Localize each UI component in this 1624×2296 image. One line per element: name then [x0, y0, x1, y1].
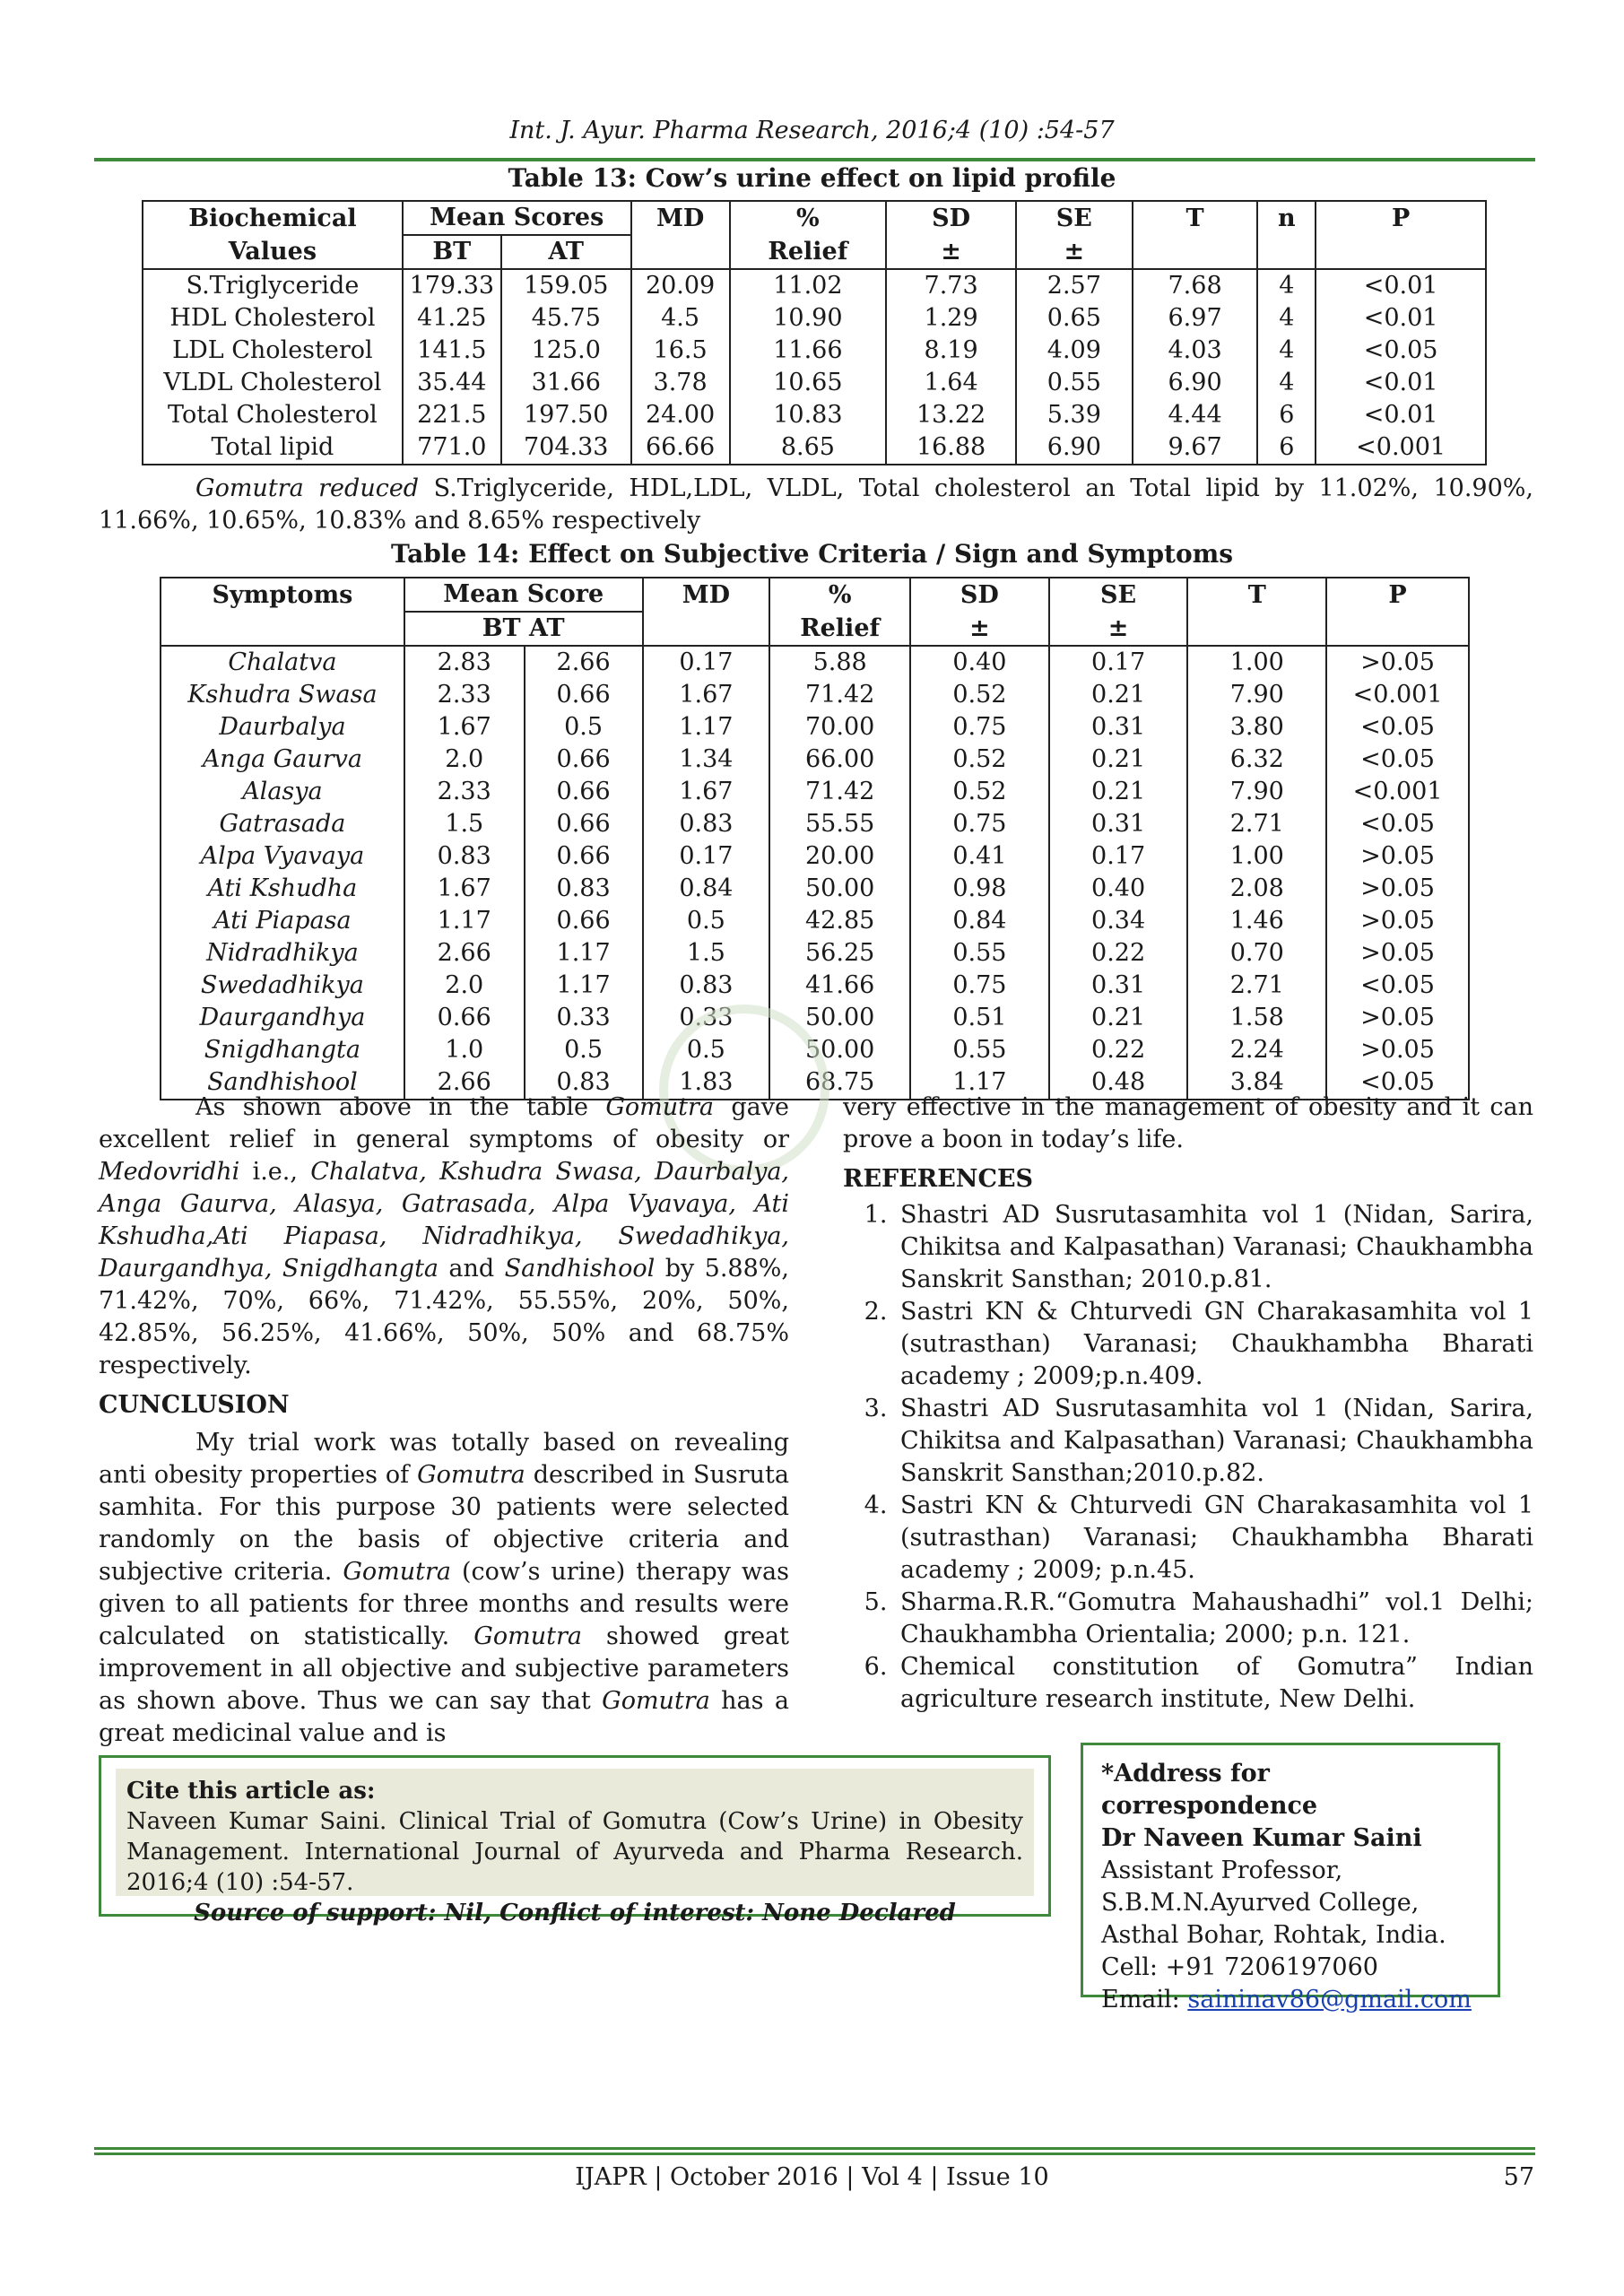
table-row — [143, 431, 1486, 465]
table-cell: 20.00 — [769, 840, 910, 873]
table-row — [143, 302, 1486, 335]
table-cell: 6.32 — [1187, 744, 1326, 776]
table-cell: 2.0 — [404, 744, 525, 776]
running-header: Int. J. Ayur. Pharma Research, 2016;4 (10) :54-57 — [509, 117, 1115, 144]
table-cell: <0.001 — [1316, 431, 1486, 465]
table-cell: 0.66 — [525, 808, 643, 840]
table-cell: 1.00 — [1187, 840, 1326, 873]
table-cell: 6.97 — [1133, 302, 1258, 335]
table-cell: 0.98 — [910, 873, 1049, 905]
summary-italic: Gomutra reduced — [195, 474, 420, 502]
col-values: Values — [143, 235, 403, 269]
table-cell: 0.31 — [1049, 808, 1188, 840]
table-cell: 6 — [1257, 399, 1316, 431]
table-row — [161, 873, 1469, 905]
table-cell: 1.58 — [1187, 1002, 1326, 1034]
table-cell: >0.05 — [1326, 840, 1469, 873]
table-row — [161, 1002, 1469, 1034]
address-heading: *Address for correspondence — [1101, 1760, 1318, 1820]
col-mean-score: Mean Score — [404, 578, 643, 612]
table-cell: 71.42 — [769, 776, 910, 808]
table-cell: 24.00 — [631, 399, 730, 431]
table-cell: 13.22 — [886, 399, 1016, 431]
term-gomutra: Gomutra — [605, 1093, 715, 1121]
text: gave excellent relief in general symptoms of obesity or — [99, 1093, 789, 1153]
table-cell: 0.83 — [525, 873, 643, 905]
text: i.e., — [239, 1158, 311, 1186]
term-sandhishool: Sandhishool — [504, 1255, 656, 1283]
term-gomutra: Gomutra — [602, 1687, 710, 1715]
table-cell: <0.05 — [1326, 744, 1469, 776]
col-p: P — [1326, 578, 1469, 612]
email-label: Email: — [1101, 1986, 1188, 2013]
table-cell: >0.05 — [1326, 646, 1469, 679]
table-cell: 0.55 — [910, 937, 1049, 970]
table-cell: 0.21 — [1049, 1002, 1188, 1034]
col-relief: Relief — [730, 235, 887, 269]
row-label: LDL Cholesterol — [143, 335, 403, 367]
row-label: Anga Gaurva — [161, 744, 404, 776]
table-cell: 0.17 — [1049, 646, 1188, 679]
table-cell: 0.21 — [1049, 744, 1188, 776]
table-cell: 11.02 — [730, 269, 887, 302]
right-column — [843, 1091, 1533, 1716]
table-cell: 4 — [1257, 302, 1316, 335]
table-cell: 55.55 — [769, 808, 910, 840]
table-cell: <0.01 — [1316, 269, 1486, 302]
table-cell: 0.33 — [525, 1002, 643, 1034]
table13 — [142, 200, 1487, 465]
table-cell: 0.66 — [525, 744, 643, 776]
text: by 5.88%, 71.42%, 70%, 66%, 71.42%, 55.55%, 20%, 50%, 42.85%, 56.25%, 41.66%, 50%, 50% and 68.75% respectively. — [99, 1255, 790, 1379]
row-label: Swedadhikya — [161, 970, 404, 1002]
table-cell: 7.90 — [1187, 776, 1326, 808]
table-row — [143, 367, 1486, 399]
table-cell: 0.83 — [525, 1066, 643, 1100]
table-cell: 0.66 — [525, 840, 643, 873]
row-label: Nidradhikya — [161, 937, 404, 970]
table-cell: 5.39 — [1016, 399, 1133, 431]
table-cell: 1.67 — [404, 873, 525, 905]
col-t-blank — [1187, 612, 1326, 646]
term-gomutra: Gomutra — [473, 1622, 582, 1650]
col-symptoms: Symptoms — [161, 578, 404, 612]
text: (cow’s urine) therapy was given to all patients for three months and results were calculated on statistically. — [99, 1558, 789, 1650]
table-cell: 5.88 — [769, 646, 910, 679]
table-cell: 1.17 — [404, 905, 525, 937]
table-row — [143, 335, 1486, 367]
table-cell: 2.66 — [525, 646, 643, 679]
row-label: HDL Cholesterol — [143, 302, 403, 335]
table-cell: 0.21 — [1049, 679, 1188, 711]
table-cell: 4.09 — [1016, 335, 1133, 367]
table-row — [161, 808, 1469, 840]
table-cell: 1.17 — [525, 970, 643, 1002]
table13-summary — [99, 473, 1533, 537]
email-link[interactable]: saininav86@gmail.com — [1187, 1986, 1472, 2013]
table-cell: 0.22 — [1049, 937, 1188, 970]
col-t-blank — [1133, 235, 1258, 269]
table-cell: 0.5 — [525, 1034, 643, 1066]
table-cell: 45.75 — [501, 302, 631, 335]
col-t: T — [1187, 578, 1326, 612]
footer-text: IJAPR | October 2016 | Vol 4 | Issue 10 — [575, 2163, 1049, 2191]
col-p: P — [1316, 201, 1486, 235]
table-cell: 66.00 — [769, 744, 910, 776]
table-cell: 2.66 — [404, 1066, 525, 1100]
col-sd-pm: ± — [910, 612, 1049, 646]
address-line: Assistant Professor, — [1101, 1857, 1343, 1884]
table-cell: 0.34 — [1049, 905, 1188, 937]
table-cell: <0.01 — [1316, 399, 1486, 431]
table-cell: 125.0 — [501, 335, 631, 367]
conclusion-paragraph — [99, 1427, 789, 1750]
table-cell: 10.65 — [730, 367, 887, 399]
header-rule — [94, 158, 1535, 161]
table-row — [161, 744, 1469, 776]
table-cell: 0.5 — [643, 1034, 770, 1066]
cite-box — [99, 1755, 1051, 1926]
table-cell: 0.84 — [643, 873, 770, 905]
author-name: Dr Naveen Kumar Saini — [1101, 1824, 1422, 1852]
table-cell: >0.05 — [1326, 937, 1469, 970]
row-label: Daurgandhya — [161, 1002, 404, 1034]
table-row — [161, 840, 1469, 873]
table-cell: 0.31 — [1049, 970, 1188, 1002]
table-cell: 20.09 — [631, 269, 730, 302]
references-heading: REFERENCES — [843, 1165, 1034, 1193]
cite-text: Naveen Kumar Saini. Clinical Trial of Gomutra (Cow’s Urine) in Obesity Management. International Journal of Ayurveda and Pharma Research. 2016;4 (10) :54-57. — [126, 1808, 1023, 1896]
col-md-blank — [631, 235, 730, 269]
table-cell: 1.34 — [643, 744, 770, 776]
table-cell: 0.75 — [910, 808, 1049, 840]
table-cell: 9.67 — [1133, 431, 1258, 465]
table-cell: <0.05 — [1316, 335, 1486, 367]
table-cell: 10.83 — [730, 399, 887, 431]
table-cell: 2.24 — [1187, 1034, 1326, 1066]
table-cell: 0.31 — [1049, 711, 1188, 744]
table-cell: 0.75 — [910, 970, 1049, 1002]
col-pct: % — [769, 578, 910, 612]
table14-title: Table 14: Effect on Subjective Criteria / Sign and Symptoms — [390, 539, 1234, 569]
table-cell: 0.17 — [1049, 840, 1188, 873]
col-se: SE — [1016, 201, 1133, 235]
table-cell: 4 — [1257, 367, 1316, 399]
table-cell: 704.33 — [501, 431, 631, 465]
table-row — [143, 399, 1486, 431]
table-cell: 2.08 — [1187, 873, 1326, 905]
page-number: 57 — [1503, 2163, 1534, 2191]
table-cell: 0.66 — [525, 776, 643, 808]
table-cell: 0.83 — [643, 970, 770, 1002]
table-cell: 1.17 — [643, 711, 770, 744]
col-sd-pm: ± — [886, 235, 1016, 269]
table-cell: 0.66 — [404, 1002, 525, 1034]
address-box — [1081, 1743, 1500, 2013]
text: described in Susruta samhita. For this purpose 30 patients were selected randomly on the basis of objective criteria and subjective criteria. — [99, 1461, 789, 1586]
table-cell: 0.41 — [910, 840, 1049, 873]
table-cell: <0.001 — [1326, 776, 1469, 808]
table-cell: <0.05 — [1326, 1066, 1469, 1100]
table-cell: 0.22 — [1049, 1034, 1188, 1066]
table-cell: 771.0 — [403, 431, 501, 465]
row-label: VLDL Cholesterol — [143, 367, 403, 399]
table-cell: >0.05 — [1326, 1002, 1469, 1034]
table-row — [161, 679, 1469, 711]
summary-text: S.Triglyceride, HDL,LDL, VLDL, Total cholesterol an Total lipid by 11.02%, 10.90%, 11.66%, 10.65%, 10.83% and 8.65% respectively — [99, 474, 1533, 535]
col-p-blank — [1316, 235, 1486, 269]
col-biochemical: Biochemical — [143, 201, 403, 235]
table-cell: 0.17 — [643, 840, 770, 873]
table-row — [161, 711, 1469, 744]
table-cell: 1.67 — [643, 679, 770, 711]
table-cell: 3.84 — [1187, 1066, 1326, 1100]
table-cell: 0.17 — [643, 646, 770, 679]
table-cell: 6 — [1257, 431, 1316, 465]
table-row — [161, 970, 1469, 1002]
cite-heading: Cite this article as: — [126, 1778, 376, 1805]
table-cell: <0.05 — [1326, 970, 1469, 1002]
col-se-pm: ± — [1049, 612, 1188, 646]
table-cell: 1.5 — [404, 808, 525, 840]
table-cell: 2.71 — [1187, 970, 1326, 1002]
col-se: SE — [1049, 578, 1188, 612]
table-row — [143, 269, 1486, 302]
col-sd: SD — [886, 201, 1016, 235]
table-cell: 1.64 — [886, 367, 1016, 399]
table-cell: 0.75 — [910, 711, 1049, 744]
table-cell: 56.25 — [769, 937, 910, 970]
table-cell: 4.03 — [1133, 335, 1258, 367]
conclusion-heading: CUNCLUSION — [99, 1391, 290, 1419]
table-cell: 41.66 — [769, 970, 910, 1002]
table-cell: <0.01 — [1316, 367, 1486, 399]
table-cell: 50.00 — [769, 1034, 910, 1066]
table-cell: 0.40 — [910, 646, 1049, 679]
col-pct: % — [730, 201, 887, 235]
table-cell: 50.00 — [769, 873, 910, 905]
table-cell: <0.001 — [1326, 679, 1469, 711]
conclusion-continuation: very effective in the management of obesity and it can prove a boon in today’s life. — [843, 1093, 1533, 1153]
reference-item: 3. Shastri AD Susrutasamhita vol 1 (Nidan, Sarira, Chikitsa and Kalpasathan) Varanasi; Chaukhambha Sanskrit Sansthan;2010.p.82. — [895, 1393, 1533, 1490]
table-cell: 0.70 — [1187, 937, 1326, 970]
row-label: Total lipid — [143, 431, 403, 465]
left-column — [99, 1091, 789, 1750]
table-cell: 0.83 — [643, 808, 770, 840]
row-label: Ati Piapasa — [161, 905, 404, 937]
address-line: Cell: +91 7206197060 — [1101, 1953, 1378, 1981]
text: My trial work was totally based on revealing anti obesity properties of — [99, 1429, 789, 1489]
address-line: Asthal Bohar, Rohtak, India. — [1101, 1921, 1446, 1949]
table-cell: 141.5 — [403, 335, 501, 367]
col-md-blank — [643, 612, 770, 646]
table-cell: 1.67 — [643, 776, 770, 808]
table-cell: 31.66 — [501, 367, 631, 399]
table-cell: 0.52 — [910, 776, 1049, 808]
symptom-list: Chalatva, Kshudra Swasa, Daurbalya, Anga Gaurva, Alasya, Gatrasada, Alpa Vyavaya, Ati Kshudha,Ati Piapasa, Nidradhikya, Swedadhikya, Daurgandhya, Snigdhangta — [99, 1158, 790, 1283]
table-cell: 0.51 — [910, 1002, 1049, 1034]
table-cell: 2.0 — [404, 970, 525, 1002]
table-cell: 0.40 — [1049, 873, 1188, 905]
table-cell: 0.21 — [1049, 776, 1188, 808]
table-cell: 2.33 — [404, 679, 525, 711]
table-cell: 0.48 — [1049, 1066, 1188, 1100]
text: As shown above in the table — [195, 1093, 606, 1121]
table-cell: 2.71 — [1187, 808, 1326, 840]
table-cell: >0.05 — [1326, 905, 1469, 937]
col-at: AT — [501, 235, 631, 269]
col-mean-scores: Mean Scores — [403, 201, 631, 235]
table-cell: 70.00 — [769, 711, 910, 744]
table-cell: 4.44 — [1133, 399, 1258, 431]
table-cell: >0.05 — [1326, 873, 1469, 905]
table-cell: >0.05 — [1326, 1034, 1469, 1066]
row-label: Gatrasada — [161, 808, 404, 840]
footer-rule-bottom — [94, 2152, 1535, 2155]
table-cell: 1.67 — [404, 711, 525, 744]
row-label: Snigdhangta — [161, 1034, 404, 1066]
row-label: Alpa Vyavaya — [161, 840, 404, 873]
table-cell: 35.44 — [403, 367, 501, 399]
table-cell: 1.17 — [910, 1066, 1049, 1100]
reference-item: 2. Sastri KN & Chturvedi GN Charakasamhita vol 1 (sutrasthan) Varanasi; Chaukhambha Bharati academy ; 2009;p.n.409. — [895, 1296, 1533, 1393]
table-cell: 2.57 — [1016, 269, 1133, 302]
col-n: n — [1257, 201, 1316, 235]
table-cell: 6.90 — [1016, 431, 1133, 465]
table-cell: 7.73 — [886, 269, 1016, 302]
reference-item: 5. Sharma.R.R.“Gomutra Mahaushadhi” vol.1 Delhi; Chaukhambha Orientalia; 2000; p.n. 121. — [895, 1587, 1533, 1651]
table-cell: <0.05 — [1326, 808, 1469, 840]
col-sd: SD — [910, 578, 1049, 612]
col-relief: Relief — [769, 612, 910, 646]
table-cell: 50.00 — [769, 1002, 910, 1034]
table-cell: 41.25 — [403, 302, 501, 335]
term-medovridhi: Medovridhi — [99, 1158, 240, 1186]
table-cell: 1.00 — [1187, 646, 1326, 679]
row-label: Chalatva — [161, 646, 404, 679]
row-label: Alasya — [161, 776, 404, 808]
table-cell: 16.88 — [886, 431, 1016, 465]
table-row — [161, 646, 1469, 679]
table-cell: 1.29 — [886, 302, 1016, 335]
reference-item: 6. Chemical constitution of Gomutra” Indian agriculture research institute, New Delhi. — [895, 1651, 1533, 1716]
table-cell: 0.5 — [525, 711, 643, 744]
table-cell: 11.66 — [730, 335, 887, 367]
col-bt-at: BT AT — [404, 612, 643, 646]
table-row — [161, 937, 1469, 970]
table-cell: 4.5 — [631, 302, 730, 335]
col-bt: BT — [403, 235, 501, 269]
references-list — [843, 1199, 1533, 1716]
table-cell: 2.83 — [404, 646, 525, 679]
email-row — [1101, 1984, 1480, 2016]
row-label: Kshudra Swasa — [161, 679, 404, 711]
term-gomutra: Gomutra — [417, 1461, 525, 1489]
cite-support: Source of support: Nil, Conflict of interest: None Declared — [194, 1900, 956, 1926]
table-cell: 4 — [1257, 269, 1316, 302]
table-cell: 0.66 — [525, 905, 643, 937]
table-cell: 16.5 — [631, 335, 730, 367]
table-cell: 7.68 — [1133, 269, 1258, 302]
footer-rule-top — [94, 2147, 1535, 2150]
table-cell: 1.46 — [1187, 905, 1326, 937]
table-cell: 6.90 — [1133, 367, 1258, 399]
table-cell: 71.42 — [769, 679, 910, 711]
table-cell: 0.52 — [910, 744, 1049, 776]
table-cell: 1.17 — [525, 937, 643, 970]
col-md: MD — [631, 201, 730, 235]
row-label: S.Triglyceride — [143, 269, 403, 302]
table-cell: 0.83 — [404, 840, 525, 873]
table-cell: 66.66 — [631, 431, 730, 465]
col-t: T — [1133, 201, 1258, 235]
reference-item: 4. Sastri KN & Chturvedi GN Charakasamhita vol 1 (sutrasthan) Varanasi; Chaukhambha Bharati academy ; 2009; p.n.45. — [895, 1490, 1533, 1587]
table-cell: 68.75 — [769, 1066, 910, 1100]
col-p-blank — [1326, 612, 1469, 646]
row-label: Daurbalya — [161, 711, 404, 744]
col-se-pm: ± — [1016, 235, 1133, 269]
col-md: MD — [643, 578, 770, 612]
term-gomutra: Gomutra — [343, 1558, 452, 1586]
table-cell: 0.65 — [1016, 302, 1133, 335]
table-cell: 42.85 — [769, 905, 910, 937]
table-cell: 8.65 — [730, 431, 887, 465]
table-cell: 8.19 — [886, 335, 1016, 367]
table-cell: 4 — [1257, 335, 1316, 367]
table-cell: <0.05 — [1326, 711, 1469, 744]
reference-item: 1. Shastri AD Susrutasamhita vol 1 (Nidan, Sarira, Chikitsa and Kalpasathan) Varanasi; Chaukhambha Sanskrit Sansthan; 2010.p.81. — [895, 1199, 1533, 1296]
table-cell: 1.0 — [404, 1034, 525, 1066]
table-cell: 159.05 — [501, 269, 631, 302]
table-cell: 197.50 — [501, 399, 631, 431]
row-label: Total Cholesterol — [143, 399, 403, 431]
cite-inner — [116, 1769, 1034, 1926]
table-cell: 0.66 — [525, 679, 643, 711]
table-cell: 1.5 — [643, 937, 770, 970]
text: showed great improvement in all objective and subjective parameters as shown above. Thus we can say that — [99, 1622, 789, 1715]
table-cell: 3.80 — [1187, 711, 1326, 744]
table-cell: 221.5 — [403, 399, 501, 431]
table14 — [160, 577, 1470, 1100]
table-cell: 0.55 — [910, 1034, 1049, 1066]
table-cell: 3.78 — [631, 367, 730, 399]
col-n-blank — [1257, 235, 1316, 269]
table-row — [161, 776, 1469, 808]
table-cell: 0.33 — [643, 1002, 770, 1034]
text: and — [439, 1255, 505, 1283]
table-cell: 10.90 — [730, 302, 887, 335]
address-line: S.B.M.N.Ayurved College, — [1101, 1889, 1420, 1917]
table-row — [161, 905, 1469, 937]
table-cell: 0.84 — [910, 905, 1049, 937]
col-symptoms-blank — [161, 612, 404, 646]
table-cell: 179.33 — [403, 269, 501, 302]
table-cell: 0.55 — [1016, 367, 1133, 399]
row-label: Ati Kshudha — [161, 873, 404, 905]
row-label: Sandhishool — [161, 1066, 404, 1100]
table-cell: 7.90 — [1187, 679, 1326, 711]
table-cell: 0.52 — [910, 679, 1049, 711]
table-cell: 1.83 — [643, 1066, 770, 1100]
results-paragraph — [99, 1091, 789, 1382]
table-cell: 2.66 — [404, 937, 525, 970]
table13-title: Table 13: Cow’s urine effect on lipid profile — [508, 163, 1116, 193]
text: has a great medicinal value and is — [99, 1687, 789, 1747]
table-cell: 2.33 — [404, 776, 525, 808]
table-cell: <0.01 — [1316, 302, 1486, 335]
table-cell: 0.5 — [643, 905, 770, 937]
